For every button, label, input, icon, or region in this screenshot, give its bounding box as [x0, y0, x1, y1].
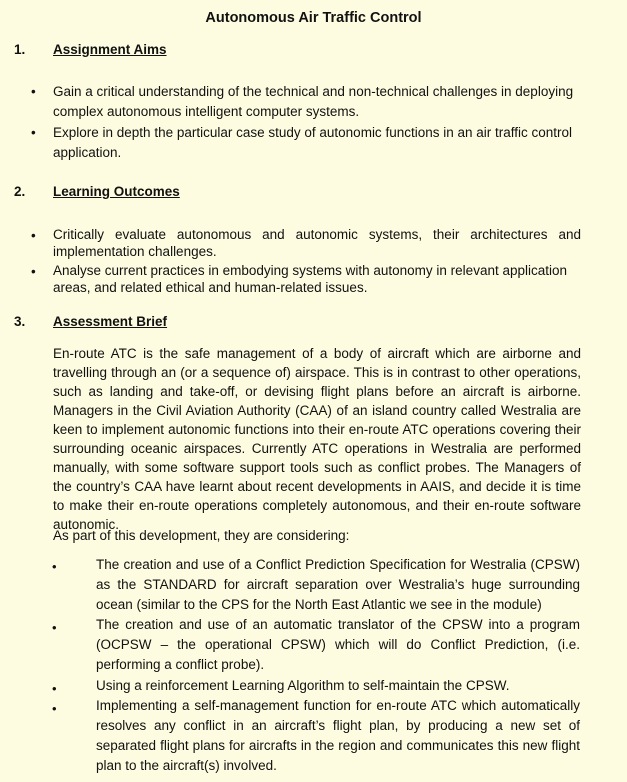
section-number: 1. [14, 42, 26, 57]
bullet-icon: • [31, 84, 36, 99]
lead-paragraph: As part of this development, they are considering: [53, 528, 350, 543]
document-title: Autonomous Air Traffic Control [205, 10, 422, 26]
list-item: The creation and use of a Conflict Prediction Specification for Westralia (CPSW) as the STANDARD for aircraft separation over Westralia’s huge surrounding ocean (similar to the CPS for the North East Atlantic we see in the module) [96, 557, 580, 612]
list-item: Critically evaluate autonomous and autonomic systems, their architectures and implementation challenges. [53, 227, 581, 259]
bullet-icon: • [52, 559, 57, 574]
bullet-icon: • [31, 264, 36, 279]
list-item: Using a reinforcement Learning Algorithm to self-maintain the CPSW. [96, 678, 510, 693]
bullet-icon: • [31, 228, 36, 243]
section-heading-learning-outcomes: Learning Outcomes [53, 184, 180, 199]
bullet-icon: • [31, 125, 36, 140]
body-paragraph: En-route ATC is the safe management of a body of aircraft which are airborne and travelling through an (or a sequence of) airspace. This is in contrast to other operations, such as landing and take-off, or devising flight plans before an aircraft is airborne. Managers in the Civil Aviation Authority (CAA) of an island country called Westralia are keen to implement autonomic functions into their en-route ATC operations covering their surrounding oceanic airspaces. Currently ATC operations in Westralia are performed manually, with some software support tools such as conflict probes. The Managers of the country’s CAA have learnt about recent developments in AAIS, and decide it is time to make their en-route operations completely autonomous, and their en-route software autonomic. [53, 346, 581, 532]
bullet-icon: • [52, 681, 57, 696]
section-heading-assignment-aims: Assignment Aims [53, 42, 167, 57]
bullet-icon: • [52, 620, 57, 635]
section-number: 3. [14, 314, 26, 329]
list-item: The creation and use of an automatic translator of the CPSW into a program (OCPSW – the operational CPSW) which will do Conflict Prediction, (i.e. performing a conflict probe). [96, 617, 580, 672]
section-heading-assessment-brief: Assessment Brief [53, 314, 168, 329]
section-number: 2. [14, 184, 26, 199]
list-item: Gain a critical understanding of the technical and non-technical challenges in deploying complex autonomous intelligent computer systems. [53, 84, 574, 119]
list-item: Analyse current practices in embodying systems with autonomy in relevant application areas, and related ethical and human-related issues. [53, 263, 568, 295]
list-item: Explore in depth the particular case study of autonomic functions in an air traffic control application. [53, 125, 573, 160]
list-item: Implementing a self-management function for en-route ATC which automatically resolves any conflict in an aircraft’s flight plan, by producing a new set of separated flight plans for aircrafts in the region and communicates this new flight plan to the aircraft(s) involved. [96, 698, 580, 773]
bullet-icon: • [52, 701, 57, 716]
